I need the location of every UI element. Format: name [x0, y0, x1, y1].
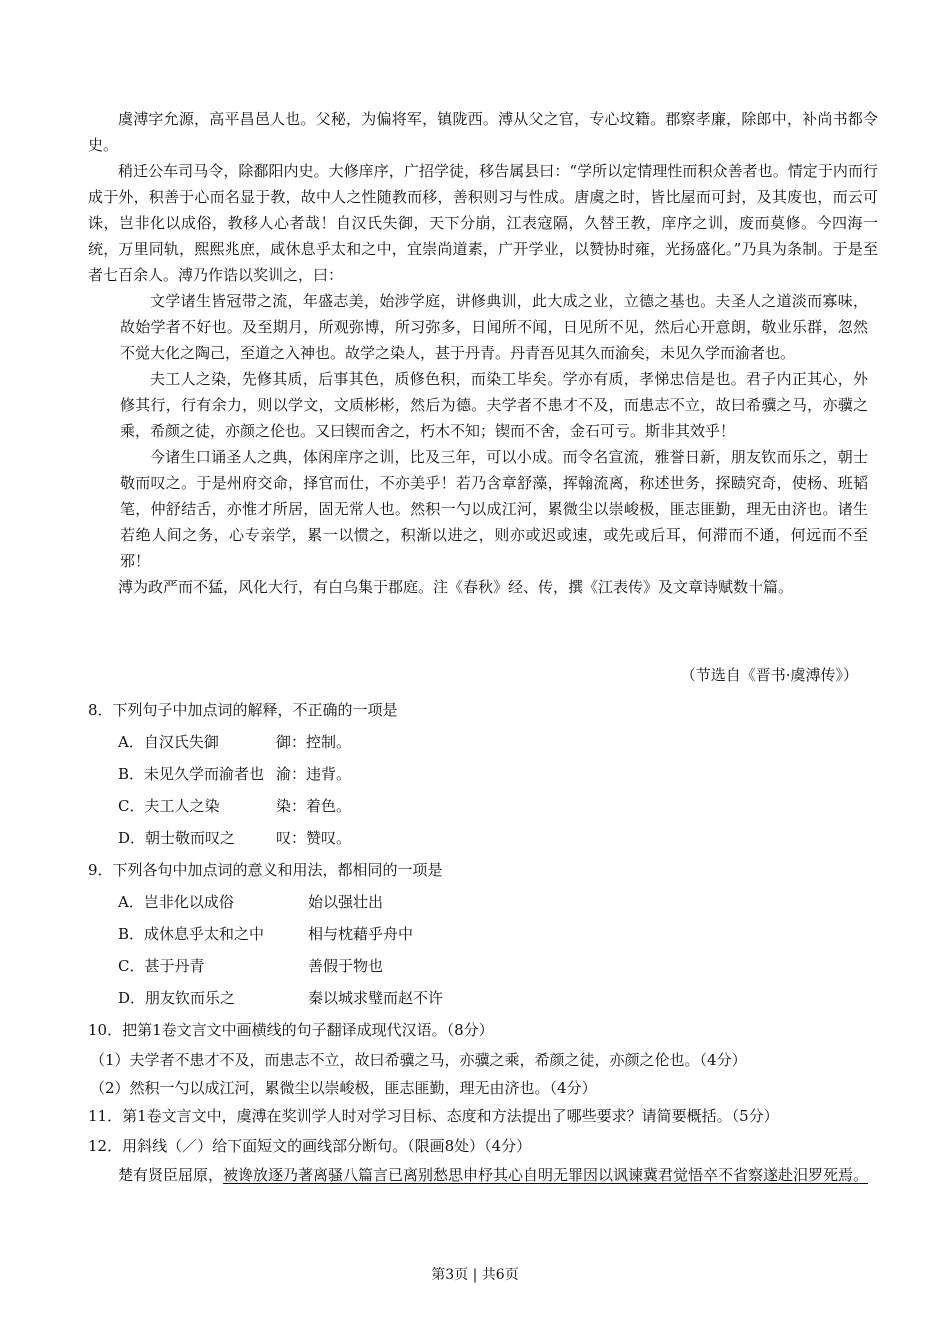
question-12-stem: 12．用斜线（／）给下面短文的画线部分断句。（限画8处）（4分）: [88, 1137, 532, 1155]
option-sentence: A．自汉氏失御: [118, 733, 219, 751]
question-9-option: [88, 886, 878, 918]
instruction-letter: [88, 288, 878, 574]
option-sentence: C．夫工人之染: [118, 797, 220, 815]
question-8-option: [88, 790, 878, 822]
questions-section: [88, 694, 878, 1188]
option-compare-sentence: 秦以城求璧而赵不许: [308, 989, 444, 1007]
letter-paragraph: 文学诸生皆冠带之流，年盛志美，始涉学庭，讲修典训，此大成之业，立德之基也。夫圣人之道淡而寡味，故始学者不好也。及至期月，所观弥博，所习弥多，日闻所不闻，日见所不见，然后心开意朗，敬业乐群，忽然不觉大化之陶己，至道之入神也。故学之染人，甚于丹青。丹青吾见其久而渝矣，未见久学而渝者也。: [120, 292, 868, 362]
option-sentence: B．未见久学而渝者也: [118, 765, 265, 783]
option-explanation: 御：控制。: [276, 733, 352, 751]
option-compare-sentence: 始以强壮出: [308, 893, 384, 911]
question-9-stem: 9．下列各句中加点词的意义和用法，都相同的一项是: [88, 861, 443, 879]
source-citation: （节选自《晋书·虞溥传》）: [680, 666, 858, 684]
passage-paragraph: 溥为政严而不猛，风化大行，有白乌集于郡庭。注《春秋》经、传，撰《江表传》及文章诗赋数十篇。: [118, 578, 794, 596]
option-explanation: 叹：赞叹。: [276, 829, 352, 847]
question-9-option: [88, 950, 878, 982]
option-explanation: 染：着色。: [276, 797, 352, 815]
option-explanation: 渝：违背。: [276, 765, 352, 783]
option-sentence: D．朋友钦而乐之: [118, 989, 236, 1007]
option-compare-sentence: 相与枕藉乎舟中: [308, 925, 414, 943]
question-10-sentence-1: （1）夫学者不患才不及，而患志不立，故曰希骥之马，亦骥之乘，希颜之徒，亦颜之伦也。（4分）: [90, 1051, 747, 1069]
passage-paragraph: 虞溥字允源，高平昌邑人也。父秘，为偏将军，镇陇西。溥从父之官，专心坟籍。郡察孝廉，除郎中，补尚书都令史。: [88, 110, 878, 154]
option-sentence: B．成休息乎太和之中: [118, 925, 265, 943]
letter-paragraph: 夫工人之染，先修其质，后事其色，质修色积，而染工毕矣。学亦有质，孝悌忠信是也。君子内正其心，外修其行，行有余力，则以学文，文质彬彬，然后为德。夫学者不患才不及，而患志不立，故曰希骥之马，亦骥之乘，希颜之徒，亦颜之伦也。又曰锲而舍之，朽木不知；锲而不舍，金石可亏。斯非其效乎！: [120, 370, 868, 440]
passage-paragraph: 稍迁公车司马令，除鄱阳内史。大修庠序，广招学徒，移告属县曰：“学所以定情理性而积众善者也。情定于内而行成于外，积善于心而名显于教，故中人之性随教而移，善积则习与性成。唐虞之时，皆比屋而可封，及其废也，而云可诛，岂非化以成俗，教移人心者哉！自汉氏失御，天下分崩，江表寇隔，久替王教，庠序之训，废而莫修。今四海一统，万里同轨，熙熙兆庶，咸休息乎太和之中，宜崇尚道素，广开学业，以赞协时雍，光扬盛化。”乃具为条制。于是至者七百余人。溥乃作诰以奖训之，曰：: [88, 162, 878, 284]
question-8-option: [88, 822, 878, 854]
question-10-sentence-2: （2）然积一勺以成江河，累微尘以崇峻极，匪志匪勤，理无由济也。（4分）: [90, 1079, 597, 1097]
question-8-option: [88, 758, 878, 790]
question-9-option: [88, 982, 878, 1014]
page-footer: 第3页 | 共6页: [431, 1267, 519, 1283]
question-12-lead: 楚有贤臣屈原，: [118, 1166, 224, 1184]
question-8-stem: 8．下列句子中加点词的解释，不正确的一项是: [88, 701, 398, 719]
question-10-stem: 10．把第1卷文言文中画横线的句子翻译成现代汉语。（8分）: [88, 1021, 494, 1039]
option-compare-sentence: 善假于物也: [308, 957, 384, 975]
question-12-underlined-text: 被谗放逐乃著离骚八篇言已离别愁思申杼其心自明无罪因以讽谏冀君觉悟卒不省察遂赴汨罗死焉。: [223, 1166, 869, 1184]
question-12-passage: [88, 1162, 878, 1188]
letter-paragraph: 今诸生口诵圣人之典，体闲庠序之训，比及三年，可以小成。而令名宣流，雅誉日新，朋友钦而乐之，朝士敬而叹之。于是州府交命，择官而仕，不亦美乎！若乃含章舒藻，挥翰流离，称述世务，探赜究奇，使杨、班韬笔，仲舒结舌，亦惟才所居，固无常人也。然积一勺以成江河，累微尘以崇峻极，匪志匪勤，理无由济也。诸生若绝人间之务，心专亲学，累一以惯之，积渐以进之，则亦或迟或速，或先或后耳，何滞而不通，何远而不至邪！: [120, 448, 868, 570]
question-8-option: [88, 726, 878, 758]
question-9-option: [88, 918, 878, 950]
option-sentence: A．岂非化以成俗: [118, 893, 234, 911]
classical-passage: [88, 106, 878, 600]
question-11-stem: 11．第1卷文言文中，虞溥在奖训学人时对学习目标、态度和方法提出了哪些要求？请简要概括。（5分）: [88, 1107, 779, 1125]
option-sentence: D．朝士敬而叹之: [118, 829, 236, 847]
option-sentence: C．甚于丹青: [118, 957, 205, 975]
